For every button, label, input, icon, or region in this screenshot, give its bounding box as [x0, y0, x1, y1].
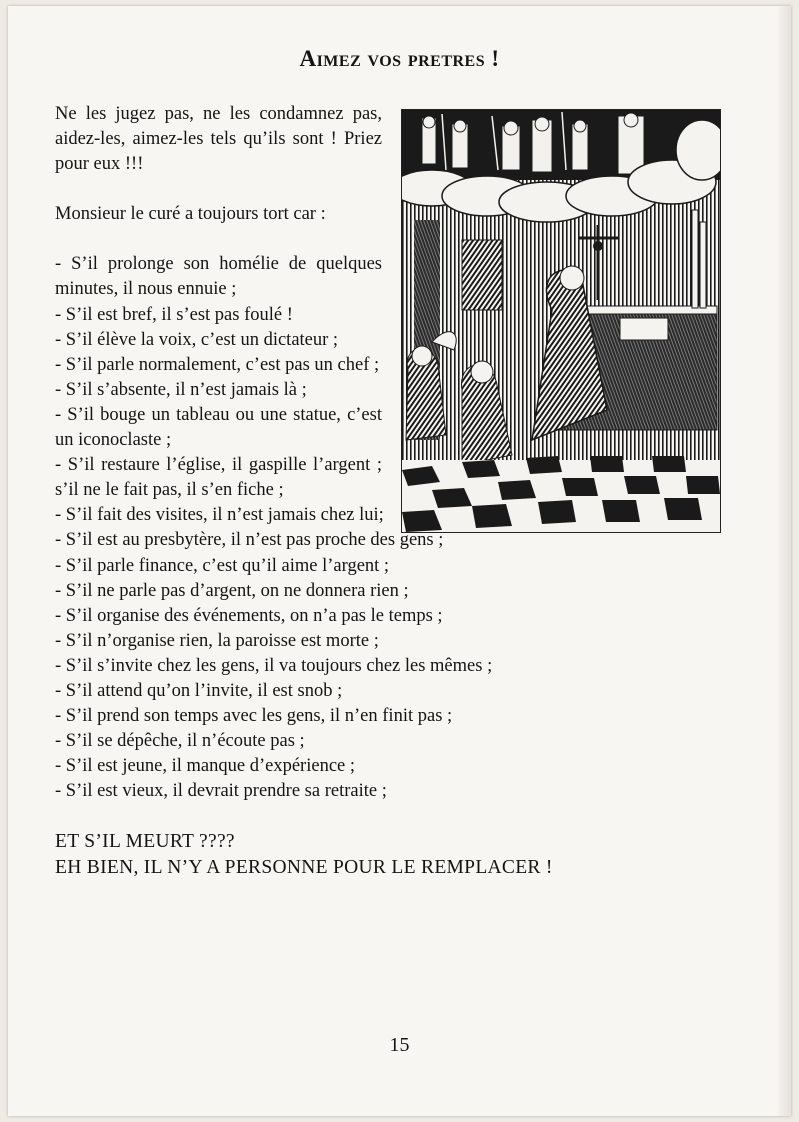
page-number: 15 — [389, 1034, 410, 1056]
spacer — [55, 177, 755, 202]
list-item: - S’il est bref, il s’est pas foulé ! — [55, 304, 293, 325]
spacer — [55, 804, 755, 829]
page — [8, 6, 791, 1116]
list-item: - S’il bouge un tableau ou une statue, c’est un iconoclaste ; — [55, 404, 382, 451]
list-item: - S’il ne parle pas d’argent, on ne donnera rien ; — [55, 580, 409, 601]
article-body — [55, 102, 755, 880]
list-item: - S’il s’invite chez les gens, il va toujours chez les mêmes ; — [55, 655, 493, 676]
spacer — [55, 227, 755, 252]
title-text: Aimez vos pretres ! — [299, 46, 500, 71]
list-item: - S’il parle normalement, c’est pas un chef ; — [55, 354, 380, 375]
closing-question: ET S’IL MEURT ???? — [55, 831, 235, 853]
list-item: - S’il est au presbytère, il n’est pas proche des gens ; — [55, 530, 444, 551]
lead-sentence: Monsieur le curé a toujours tort car : — [55, 204, 326, 225]
list-item: - S’il prend son temps avec les gens, il n’en finit pas ; — [55, 706, 453, 727]
list-item: - S’il est jeune, il manque d’expérience ; — [55, 756, 356, 777]
list-item: - S’il fait des visites, il n’est jamais chez lui; — [55, 505, 384, 526]
list-item: - S’il parle finance, c’est qu’il aime l’argent ; — [55, 555, 390, 576]
list-item: - S’il prolonge son homélie de quelques minutes, il nous ennuie ; — [55, 254, 382, 300]
list-item: - S’il est vieux, il devrait prendre sa retraite ; — [55, 781, 387, 802]
list-item: - S’il attend qu’on l’invite, il est snob ; — [55, 680, 343, 701]
list-item: - S’il restaure l’église, il gaspille l’argent ; s’il ne le fait pas, il s’en fiche ; — [55, 455, 382, 501]
list-item: - S’il s’absente, il n’est jamais là ; — [55, 379, 307, 400]
list-item: - S’il se dépêche, il n’écoute pas ; — [55, 731, 305, 752]
closing-answer: EH BIEN, IL N’Y A PERSONNE POUR LE REMPLACER ! — [55, 856, 553, 878]
page-edge — [778, 6, 791, 1116]
list-item: - S’il élève la voix, c’est un dictateur ; — [55, 329, 339, 350]
intro-paragraph: Ne les jugez pas, ne les condamnez pas, aidez-les, aimez-les tels qu’ils sont ! Priez pour eux !!! — [55, 104, 382, 175]
list-item: - S’il n’organise rien, la paroisse est morte ; — [55, 630, 379, 651]
page-title — [8, 46, 791, 72]
list-item: - S’il organise des événements, on n’a pas le temps ; — [55, 605, 443, 626]
